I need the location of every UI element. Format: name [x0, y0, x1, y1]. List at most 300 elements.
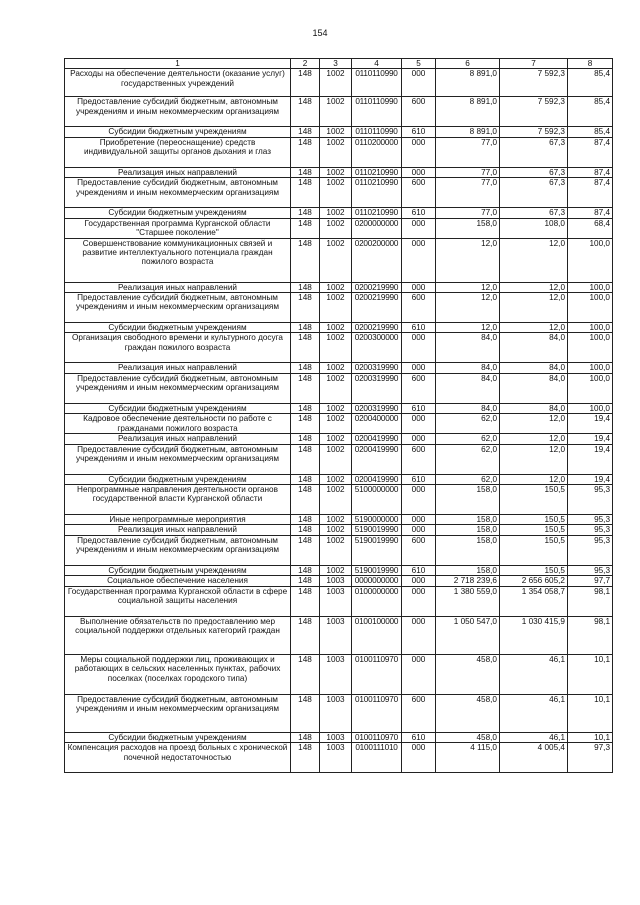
expense-name-cell: Предоставление субсидий бюджетным, автономным учреждениям и иным некоммерческим организациям [65, 97, 291, 127]
ministry-code-cell: 148 [291, 586, 320, 616]
column-header: 8 [568, 59, 613, 69]
expense-type-cell: 610 [402, 127, 436, 137]
executed-amount-cell: 7 592,3 [500, 69, 568, 97]
ministry-code-cell: 148 [291, 178, 320, 208]
execution-percent-cell: 98,1 [568, 586, 613, 616]
execution-percent-cell: 97,3 [568, 743, 613, 773]
ministry-code-cell: 148 [291, 167, 320, 177]
ministry-code-cell: 148 [291, 137, 320, 167]
executed-amount-cell: 84,0 [500, 373, 568, 403]
expense-name-cell: Организация свободного времени и культурного досуга граждан пожилого возраста [65, 333, 291, 363]
target-article-cell: 0100110970 [352, 654, 402, 694]
target-article-cell: 5190019990 [352, 525, 402, 535]
planned-amount-cell: 158,0 [436, 218, 500, 238]
execution-percent-cell: 87,4 [568, 208, 613, 218]
planned-amount-cell: 2 718 239,6 [436, 576, 500, 586]
table-row [65, 485, 613, 515]
ministry-code-cell: 148 [291, 576, 320, 586]
executed-amount-cell: 150,5 [500, 485, 568, 515]
executed-amount-cell: 67,3 [500, 178, 568, 208]
expense-type-cell: 000 [402, 586, 436, 616]
executed-amount-cell: 7 592,3 [500, 127, 568, 137]
section-code-cell: 1002 [320, 333, 352, 363]
target-article-cell: 0200419990 [352, 444, 402, 474]
expense-name-cell: Государственная программа Курганской области "Старшее поколение" [65, 218, 291, 238]
expense-name-cell: Совершенствование коммуникационных связей и развитие интеллектуального потенциала граждан пожилого возраста [65, 238, 291, 282]
expense-type-cell: 610 [402, 732, 436, 742]
table-row [65, 434, 613, 444]
table-row [65, 333, 613, 363]
execution-percent-cell: 100,0 [568, 282, 613, 292]
expense-name-cell: Субсидии бюджетным учреждениям [65, 474, 291, 484]
planned-amount-cell: 84,0 [436, 333, 500, 363]
planned-amount-cell: 158,0 [436, 535, 500, 565]
ministry-code-cell: 148 [291, 535, 320, 565]
expense-name-cell: Иные непрограммные мероприятия [65, 515, 291, 525]
section-code-cell: 1002 [320, 167, 352, 177]
expense-type-cell: 000 [402, 363, 436, 373]
executed-amount-cell: 150,5 [500, 565, 568, 575]
expense-type-cell: 000 [402, 69, 436, 97]
ministry-code-cell: 148 [291, 208, 320, 218]
planned-amount-cell: 8 891,0 [436, 127, 500, 137]
expense-type-cell: 000 [402, 218, 436, 238]
expense-type-cell: 610 [402, 208, 436, 218]
planned-amount-cell: 8 891,0 [436, 97, 500, 127]
execution-percent-cell: 100,0 [568, 403, 613, 413]
target-article-cell: 0200000000 [352, 218, 402, 238]
expense-type-cell: 600 [402, 444, 436, 474]
planned-amount-cell: 1 380 559,0 [436, 586, 500, 616]
planned-amount-cell: 84,0 [436, 403, 500, 413]
column-header: 7 [500, 59, 568, 69]
header-row [65, 59, 613, 69]
executed-amount-cell: 46,1 [500, 654, 568, 694]
column-header: 4 [352, 59, 402, 69]
expense-type-cell: 000 [402, 333, 436, 363]
target-article-cell: 0200300000 [352, 333, 402, 363]
expense-type-cell: 000 [402, 137, 436, 167]
execution-percent-cell: 19,4 [568, 414, 613, 434]
planned-amount-cell: 84,0 [436, 363, 500, 373]
table-row [65, 694, 613, 732]
section-code-cell: 1002 [320, 238, 352, 282]
executed-amount-cell: 1 354 058,7 [500, 586, 568, 616]
expense-name-cell: Непрограммные направления деятельности органов государственной власти Курганской области [65, 485, 291, 515]
ministry-code-cell: 148 [291, 474, 320, 484]
section-code-cell: 1003 [320, 576, 352, 586]
section-code-cell: 1002 [320, 515, 352, 525]
target-article-cell: 0110210990 [352, 167, 402, 177]
section-code-cell: 1002 [320, 178, 352, 208]
ministry-code-cell: 148 [291, 97, 320, 127]
target-article-cell: 5190000000 [352, 515, 402, 525]
target-article-cell: 0110200000 [352, 137, 402, 167]
column-header: 5 [402, 59, 436, 69]
executed-amount-cell: 12,0 [500, 238, 568, 282]
expense-type-cell: 000 [402, 525, 436, 535]
expense-name-cell: Предоставление субсидий бюджетным, автономным учреждениям и иным некоммерческим организациям [65, 444, 291, 474]
executed-amount-cell: 108,0 [500, 218, 568, 238]
table-row [65, 97, 613, 127]
column-header: 2 [291, 59, 320, 69]
planned-amount-cell: 4 115,0 [436, 743, 500, 773]
table-row [65, 414, 613, 434]
expense-type-cell: 000 [402, 743, 436, 773]
expense-name-cell: Расходы на обеспечение деятельности (оказание услуг) государственных учреждений [65, 69, 291, 97]
target-article-cell: 0200419990 [352, 434, 402, 444]
target-article-cell: 0200200000 [352, 238, 402, 282]
planned-amount-cell: 12,0 [436, 293, 500, 323]
planned-amount-cell: 77,0 [436, 178, 500, 208]
expense-name-cell: Меры социальной поддержки лиц, проживающих и работающих в сельских населенных пунктах, рабочих поселках (поселках городского типа) [65, 654, 291, 694]
execution-percent-cell: 85,4 [568, 127, 613, 137]
expense-name-cell: Реализация иных направлений [65, 525, 291, 535]
expense-name-cell: Социальное обеспечение населения [65, 576, 291, 586]
table-row [65, 69, 613, 97]
execution-percent-cell: 19,4 [568, 444, 613, 474]
table-row [65, 373, 613, 403]
ministry-code-cell: 148 [291, 127, 320, 137]
planned-amount-cell: 158,0 [436, 515, 500, 525]
section-code-cell: 1002 [320, 525, 352, 535]
planned-amount-cell: 77,0 [436, 167, 500, 177]
ministry-code-cell: 148 [291, 69, 320, 97]
expense-type-cell: 000 [402, 654, 436, 694]
section-code-cell: 1003 [320, 743, 352, 773]
planned-amount-cell: 1 050 547,0 [436, 616, 500, 654]
execution-percent-cell: 10,1 [568, 732, 613, 742]
table-row [65, 293, 613, 323]
expense-type-cell: 610 [402, 403, 436, 413]
executed-amount-cell: 150,5 [500, 525, 568, 535]
expense-type-cell: 600 [402, 373, 436, 403]
planned-amount-cell: 77,0 [436, 137, 500, 167]
target-article-cell: 0110210990 [352, 178, 402, 208]
ministry-code-cell: 148 [291, 616, 320, 654]
expense-name-cell: Компенсация расходов на проезд больных с хронической почечной недостаточностью [65, 743, 291, 773]
table-row [65, 444, 613, 474]
ministry-code-cell: 148 [291, 694, 320, 732]
table-row [65, 137, 613, 167]
target-article-cell: 5100000000 [352, 485, 402, 515]
target-article-cell: 0200400000 [352, 414, 402, 434]
ministry-code-cell: 148 [291, 293, 320, 323]
expense-name-cell: Субсидии бюджетным учреждениям [65, 565, 291, 575]
expense-type-cell: 000 [402, 485, 436, 515]
table-row [65, 167, 613, 177]
execution-percent-cell: 95,3 [568, 485, 613, 515]
ministry-code-cell: 148 [291, 323, 320, 333]
table-row [65, 282, 613, 292]
ministry-code-cell: 148 [291, 654, 320, 694]
execution-percent-cell: 19,4 [568, 434, 613, 444]
planned-amount-cell: 62,0 [436, 474, 500, 484]
executed-amount-cell: 1 030 415,9 [500, 616, 568, 654]
execution-percent-cell: 95,3 [568, 525, 613, 535]
planned-amount-cell: 62,0 [436, 434, 500, 444]
expense-type-cell: 000 [402, 515, 436, 525]
column-header: 3 [320, 59, 352, 69]
expense-name-cell: Государственная программа Курганской области в сфере социальной защиты населения [65, 586, 291, 616]
execution-percent-cell: 100,0 [568, 238, 613, 282]
section-code-cell: 1002 [320, 323, 352, 333]
executed-amount-cell: 12,0 [500, 474, 568, 484]
expense-type-cell: 610 [402, 323, 436, 333]
table-row [65, 654, 613, 694]
table-row [65, 576, 613, 586]
column-header: 1 [65, 59, 291, 69]
section-code-cell: 1002 [320, 293, 352, 323]
execution-percent-cell: 100,0 [568, 293, 613, 323]
expense-name-cell: Субсидии бюджетным учреждениям [65, 403, 291, 413]
execution-percent-cell: 10,1 [568, 654, 613, 694]
ministry-code-cell: 148 [291, 282, 320, 292]
expense-type-cell: 000 [402, 616, 436, 654]
expense-name-cell: Реализация иных направлений [65, 282, 291, 292]
target-article-cell: 0200319990 [352, 363, 402, 373]
section-code-cell: 1002 [320, 403, 352, 413]
planned-amount-cell: 12,0 [436, 238, 500, 282]
expense-name-cell: Реализация иных направлений [65, 434, 291, 444]
executed-amount-cell: 150,5 [500, 515, 568, 525]
section-code-cell: 1002 [320, 218, 352, 238]
table-row [65, 218, 613, 238]
expense-type-cell: 000 [402, 167, 436, 177]
execution-percent-cell: 87,4 [568, 178, 613, 208]
ministry-code-cell: 148 [291, 444, 320, 474]
section-code-cell: 1003 [320, 586, 352, 616]
section-code-cell: 1002 [320, 208, 352, 218]
table-row [65, 535, 613, 565]
column-header: 6 [436, 59, 500, 69]
table-row [65, 178, 613, 208]
ministry-code-cell: 148 [291, 525, 320, 535]
executed-amount-cell: 84,0 [500, 363, 568, 373]
expense-name-cell: Субсидии бюджетным учреждениям [65, 208, 291, 218]
target-article-cell: 0100100000 [352, 616, 402, 654]
ministry-code-cell: 148 [291, 565, 320, 575]
execution-percent-cell: 87,4 [568, 167, 613, 177]
section-code-cell: 1002 [320, 485, 352, 515]
table-row [65, 208, 613, 218]
planned-amount-cell: 62,0 [436, 414, 500, 434]
table-row [65, 127, 613, 137]
section-code-cell: 1002 [320, 565, 352, 575]
executed-amount-cell: 12,0 [500, 434, 568, 444]
execution-percent-cell: 95,3 [568, 565, 613, 575]
planned-amount-cell: 12,0 [436, 323, 500, 333]
executed-amount-cell: 84,0 [500, 333, 568, 363]
expense-type-cell: 600 [402, 293, 436, 323]
executed-amount-cell: 12,0 [500, 293, 568, 323]
execution-percent-cell: 100,0 [568, 333, 613, 363]
ministry-code-cell: 148 [291, 434, 320, 444]
executed-amount-cell: 12,0 [500, 323, 568, 333]
execution-percent-cell: 95,3 [568, 535, 613, 565]
expense-type-cell: 000 [402, 238, 436, 282]
execution-percent-cell: 98,1 [568, 616, 613, 654]
target-article-cell: 5190019990 [352, 565, 402, 575]
table-row [65, 474, 613, 484]
section-code-cell: 1002 [320, 373, 352, 403]
table-body [65, 69, 613, 773]
executed-amount-cell: 67,3 [500, 208, 568, 218]
target-article-cell: 0200319990 [352, 373, 402, 403]
executed-amount-cell: 7 592,3 [500, 97, 568, 127]
planned-amount-cell: 158,0 [436, 525, 500, 535]
executed-amount-cell: 12,0 [500, 282, 568, 292]
executed-amount-cell: 84,0 [500, 403, 568, 413]
planned-amount-cell: 458,0 [436, 694, 500, 732]
section-code-cell: 1002 [320, 282, 352, 292]
expense-type-cell: 600 [402, 178, 436, 208]
expense-type-cell: 000 [402, 282, 436, 292]
table-row [65, 743, 613, 773]
table-row [65, 403, 613, 413]
target-article-cell: 0110210990 [352, 208, 402, 218]
ministry-code-cell: 148 [291, 732, 320, 742]
target-article-cell: 0110110990 [352, 69, 402, 97]
planned-amount-cell: 158,0 [436, 565, 500, 575]
page-number: 154 [312, 28, 328, 38]
expense-type-cell: 610 [402, 474, 436, 484]
ministry-code-cell: 148 [291, 218, 320, 238]
target-article-cell: 0110110990 [352, 127, 402, 137]
budget-table [64, 58, 613, 773]
expense-name-cell: Предоставление субсидий бюджетным, автономным учреждениям и иным некоммерческим организациям [65, 178, 291, 208]
target-article-cell: 0200219990 [352, 323, 402, 333]
execution-percent-cell: 87,4 [568, 137, 613, 167]
expense-type-cell: 000 [402, 414, 436, 434]
section-code-cell: 1002 [320, 535, 352, 565]
expense-name-cell: Субсидии бюджетным учреждениям [65, 127, 291, 137]
expense-name-cell: Субсидии бюджетным учреждениям [65, 732, 291, 742]
expense-name-cell: Предоставление субсидий бюджетным, автономным учреждениям и иным некоммерческим организациям [65, 694, 291, 732]
executed-amount-cell: 2 656 605,2 [500, 576, 568, 586]
table-row [65, 732, 613, 742]
table-row [65, 565, 613, 575]
ministry-code-cell: 148 [291, 238, 320, 282]
section-code-cell: 1002 [320, 444, 352, 474]
execution-percent-cell: 85,4 [568, 97, 613, 127]
planned-amount-cell: 84,0 [436, 373, 500, 403]
planned-amount-cell: 458,0 [436, 654, 500, 694]
expense-name-cell: Реализация иных направлений [65, 363, 291, 373]
section-code-cell: 1002 [320, 474, 352, 484]
section-code-cell: 1003 [320, 616, 352, 654]
target-article-cell: 0200219990 [352, 293, 402, 323]
expense-name-cell: Выполнение обязательств по предоставлению мер социальной поддержки отдельных категорий граждан [65, 616, 291, 654]
table-row [65, 515, 613, 525]
section-code-cell: 1003 [320, 654, 352, 694]
execution-percent-cell: 100,0 [568, 373, 613, 403]
planned-amount-cell: 8 891,0 [436, 69, 500, 97]
section-code-cell: 1002 [320, 363, 352, 373]
expense-type-cell: 600 [402, 535, 436, 565]
planned-amount-cell: 62,0 [436, 444, 500, 474]
ministry-code-cell: 148 [291, 333, 320, 363]
execution-percent-cell: 100,0 [568, 323, 613, 333]
target-article-cell: 0100110970 [352, 732, 402, 742]
executed-amount-cell: 67,3 [500, 167, 568, 177]
expense-type-cell: 000 [402, 434, 436, 444]
table-row [65, 616, 613, 654]
table-row [65, 363, 613, 373]
expense-name-cell: Предоставление субсидий бюджетным, автономным учреждениям и иным некоммерческим организациям [65, 535, 291, 565]
target-article-cell: 0100111010 [352, 743, 402, 773]
expense-type-cell: 610 [402, 565, 436, 575]
target-article-cell: 0200219990 [352, 282, 402, 292]
executed-amount-cell: 4 005,4 [500, 743, 568, 773]
execution-percent-cell: 68,4 [568, 218, 613, 238]
ministry-code-cell: 148 [291, 373, 320, 403]
ministry-code-cell: 148 [291, 414, 320, 434]
planned-amount-cell: 77,0 [436, 208, 500, 218]
ministry-code-cell: 148 [291, 485, 320, 515]
expense-name-cell: Приобретение (переоснащение) средств индивидуальной защиты органов дыхания и глаз [65, 137, 291, 167]
target-article-cell: 0200319990 [352, 403, 402, 413]
ministry-code-cell: 148 [291, 515, 320, 525]
ministry-code-cell: 148 [291, 743, 320, 773]
executed-amount-cell: 150,5 [500, 535, 568, 565]
target-article-cell: 0100000000 [352, 586, 402, 616]
execution-percent-cell: 85,4 [568, 69, 613, 97]
execution-percent-cell: 97,7 [568, 576, 613, 586]
section-code-cell: 1002 [320, 127, 352, 137]
ministry-code-cell: 148 [291, 403, 320, 413]
executed-amount-cell: 12,0 [500, 444, 568, 474]
table-row [65, 525, 613, 535]
planned-amount-cell: 458,0 [436, 732, 500, 742]
expense-name-cell: Предоставление субсидий бюджетным, автономным учреждениям и иным некоммерческим организациям [65, 373, 291, 403]
table-row [65, 323, 613, 333]
expense-type-cell: 600 [402, 97, 436, 127]
expense-type-cell: 600 [402, 694, 436, 732]
ministry-code-cell: 148 [291, 363, 320, 373]
expense-name-cell: Реализация иных направлений [65, 167, 291, 177]
target-article-cell: 5190019990 [352, 535, 402, 565]
expense-type-cell: 000 [402, 576, 436, 586]
expense-name-cell: Субсидии бюджетным учреждениям [65, 323, 291, 333]
table-row [65, 586, 613, 616]
target-article-cell: 0200419990 [352, 474, 402, 484]
target-article-cell: 0100110970 [352, 694, 402, 732]
section-code-cell: 1002 [320, 97, 352, 127]
target-article-cell: 0110110990 [352, 97, 402, 127]
section-code-cell: 1003 [320, 732, 352, 742]
executed-amount-cell: 46,1 [500, 694, 568, 732]
target-article-cell: 0000000000 [352, 576, 402, 586]
section-code-cell: 1002 [320, 69, 352, 97]
execution-percent-cell: 10,1 [568, 694, 613, 732]
planned-amount-cell: 158,0 [436, 485, 500, 515]
section-code-cell: 1003 [320, 694, 352, 732]
execution-percent-cell: 95,3 [568, 515, 613, 525]
section-code-cell: 1002 [320, 137, 352, 167]
section-code-cell: 1002 [320, 434, 352, 444]
executed-amount-cell: 67,3 [500, 137, 568, 167]
table-row [65, 238, 613, 282]
executed-amount-cell: 46,1 [500, 732, 568, 742]
execution-percent-cell: 19,4 [568, 474, 613, 484]
planned-amount-cell: 12,0 [436, 282, 500, 292]
section-code-cell: 1002 [320, 414, 352, 434]
expense-name-cell: Предоставление субсидий бюджетным, автономным учреждениям и иным некоммерческим организациям [65, 293, 291, 323]
execution-percent-cell: 100,0 [568, 363, 613, 373]
executed-amount-cell: 12,0 [500, 414, 568, 434]
expense-name-cell: Кадровое обеспечение деятельности по работе с гражданами пожилого возраста [65, 414, 291, 434]
